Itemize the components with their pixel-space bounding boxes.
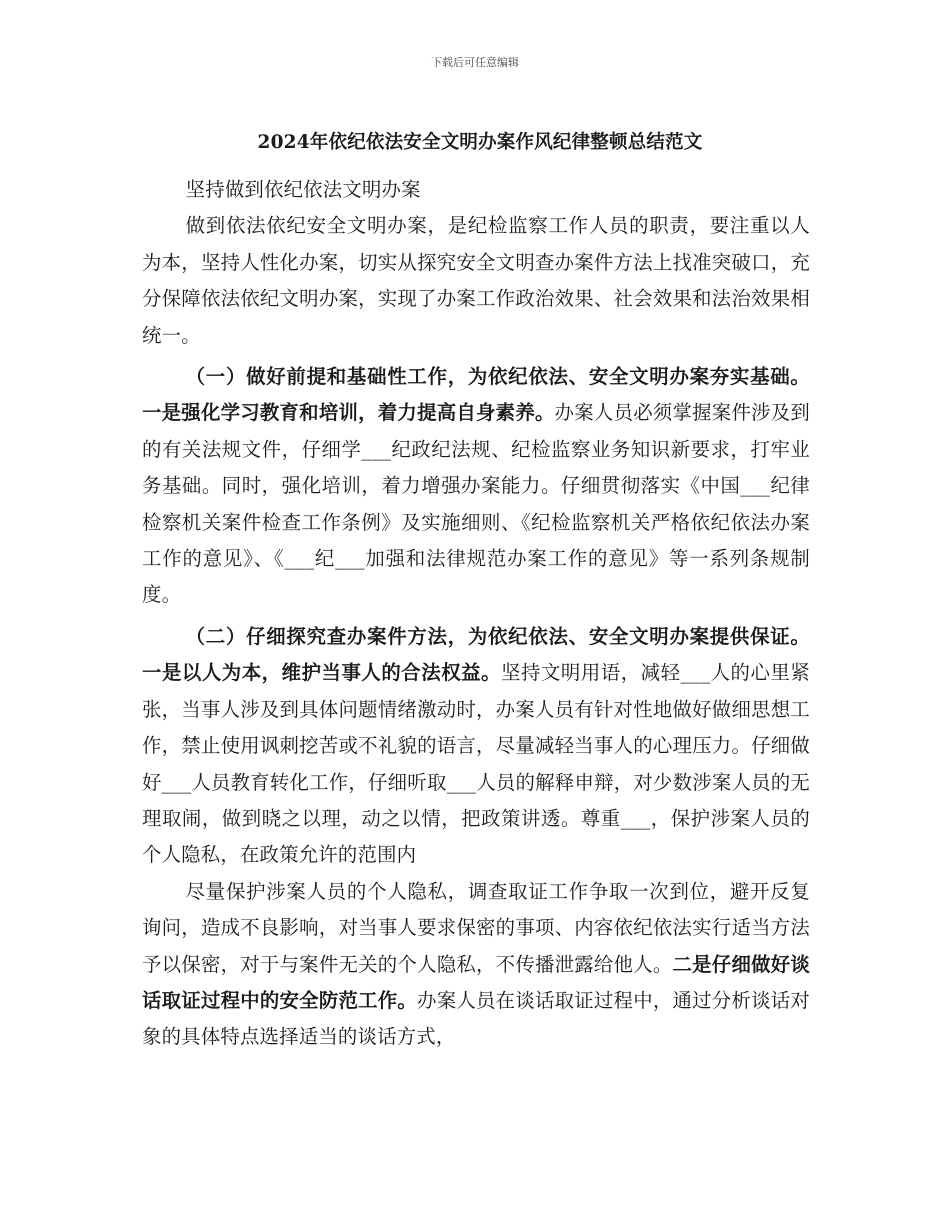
paragraph-text: 尽量保护涉案人员的个人隐私，调查取证工作争取一次到位，避开反复询问，造成不良影响，对当事人要求保密的事项、内容依纪依法实行适当方法予以保密，对于与案件无关的个人隐私，不传播泄露给他人。 xyxy=(142,879,810,976)
section-2-heading: （二）仔细探究查办案件方法，为依纪依法、安全文明办案提供保证。一是以人为本，维护当事人的合法权益。 xyxy=(142,624,810,685)
document-body xyxy=(142,172,810,1056)
paragraph-section-2 xyxy=(142,619,810,874)
paragraph-subheading xyxy=(142,172,810,208)
section-2-point-2-heading: 二是仔细做好谈话取证过程中的安全防范工作。 xyxy=(142,952,810,1012)
paragraph-intro xyxy=(142,208,810,354)
paragraph-text: 坚持文明用语，减轻___人的心里紧张，当事人涉及到具体问题情绪激动时，办案人员有针对性地做好做细思想工作，禁止使用讽刺挖苦或不礼貌的语言，尽量减轻当事人的心理压力。仔细做好___人员教育转化工作，仔细听取___人员的解释申辩，对少数涉案人员的无理取闹，做到晓之以理，动之以情，把政策讲透。尊重___，保护涉案人员的个人隐私，在政策允许的范围内 xyxy=(142,661,810,867)
paragraph-text: 做到依法依纪安全文明办案，是纪检监察工作人员的职责，要注重以人为本，坚持人性化办案，切实从探究安全文明查办案件方法上找准突破口，充分保障依法依纪文明办案，实现了办案工作政治效果、社会效果和法治效果相统一。 xyxy=(142,214,810,347)
paragraph-text-tail: 办案人员在谈话取证过程中，通过分析谈话对象的具体特点选择适当的谈话方式， xyxy=(142,988,810,1049)
subheading-text: 坚持做到依纪依法文明办案 xyxy=(185,178,421,201)
paragraph-continuation xyxy=(142,874,810,1056)
page-header-note: 下载后可任意编辑 xyxy=(431,56,519,69)
paragraph-text: 办案人员必须掌握案件涉及到的有关法规文件，仔细学___纪政纪法规、纪检监察业务知识新要求，打牢业务基础。同时，强化培训，着力增强办案能力。仔细贯彻落实《中国___纪律检察机关案件检查工作条例》及实施细则、《纪检监察机关严格依纪依法办案工作的意见》、《___纪___加强和法律规范办案工作的意见》等一系列条规制度。 xyxy=(142,401,810,607)
document-title: 2024年依纪依法安全文明办案作风纪律整顿总结范文 xyxy=(257,132,703,153)
section-1-heading: （一）做好前提和基础性工作，为依纪依法、安全文明办案夯实基础。一是强化学习教育和培训，着力提高自身素养。 xyxy=(142,365,810,425)
paragraph-section-1 xyxy=(142,359,810,614)
